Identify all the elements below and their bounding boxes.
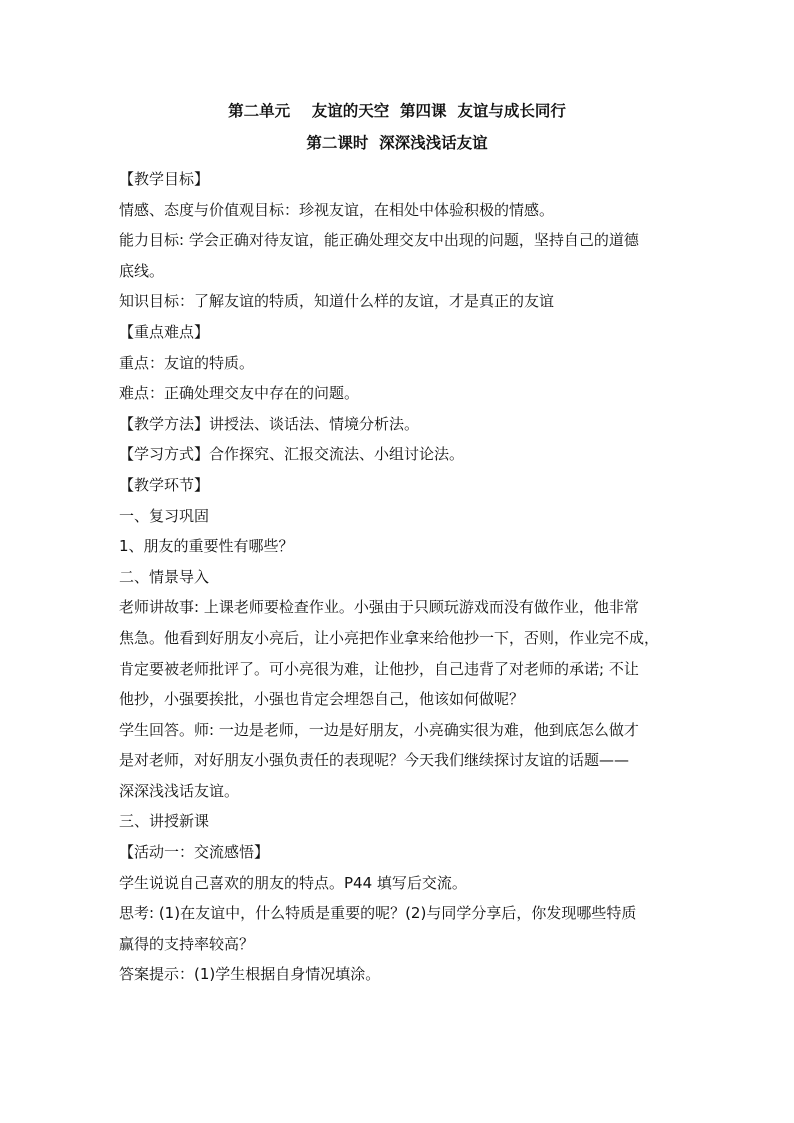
section-heading-teaching-steps: 【教学环节】 bbox=[119, 475, 210, 494]
answer-line2: 是对老师，对好朋友小强负责任的表现呢？今天我们继续探讨友谊的话题—— bbox=[119, 751, 630, 770]
learning-methods: 【学习方式】合作探究、汇报交流法、小组讨论法。 bbox=[119, 445, 465, 464]
goal-knowledge: 知识目标：了解友谊的特质，知道什么样的友谊，才是真正的友谊 bbox=[119, 292, 555, 311]
goal-ability-line2: 底线。 bbox=[119, 261, 165, 280]
story-line2: 焦急。他看到好朋友小亮后，让小亮把作业拿来给他抄一下，否则，作业完不成， bbox=[119, 628, 660, 647]
story-line3: 肯定要被老师批评了。可小亮很为难，让他抄，自己违背了对老师的承诺; 不让 bbox=[119, 659, 639, 678]
difficult-point: 难点：正确处理交友中存在的问题。 bbox=[119, 384, 360, 403]
thinking-question-line2: 赢得的支持率较高？ bbox=[119, 934, 255, 953]
unit-lesson-title: 第二单元 友谊的天空 第四课 友谊与成长同行 bbox=[228, 101, 566, 120]
answer-line1: 学生回答。师: 一边是老师，一边是好朋友，小亮确实很为难，他到底怎么做才 bbox=[119, 720, 639, 739]
review-question: 1、朋友的重要性有哪些？ bbox=[119, 537, 294, 556]
step-new-lesson-heading: 三、讲授新课 bbox=[119, 812, 210, 831]
document-body bbox=[119, 164, 689, 990]
section-heading-teaching-goals: 【教学目标】 bbox=[119, 170, 210, 188]
teaching-methods: 【教学方法】讲授法、谈话法、情境分析法。 bbox=[119, 414, 420, 433]
step-review-heading: 一、复习巩固 bbox=[119, 506, 210, 525]
story-line4: 他抄，小强要挨批，小强也肯定会埋怨自己，他该如何做呢？ bbox=[119, 690, 525, 709]
activity-one-heading: 【活动一：交流感悟】 bbox=[119, 843, 270, 862]
answer-hint: 答案提示：(1)学生根据自身情况填涂。 bbox=[119, 965, 381, 984]
activity-one-task: 学生说说自己喜欢的朋友的特点。P44 填写后交流。 bbox=[119, 873, 467, 892]
answer-line3: 深深浅浅话友谊。 bbox=[119, 781, 240, 800]
lesson-subtitle: 第二课时 深深浅浅话友谊 bbox=[306, 133, 488, 152]
goal-ability-line1: 能力目标: 学会正确对待友谊，能正确处理交友中出现的问题，坚持自己的道德 bbox=[119, 231, 639, 250]
thinking-question-line1: 思考: (1)在友谊中，什么特质是重要的呢？(2)与同学分享后，你发现哪些特质 bbox=[119, 904, 637, 923]
section-heading-key-difficult-points: 【重点难点】 bbox=[119, 322, 210, 341]
step-scenario-heading: 二、情景导入 bbox=[119, 567, 210, 586]
story-line1: 老师讲故事: 上课老师要检查作业。小强由于只顾玩游戏而没有做作业，他非常 bbox=[119, 598, 639, 617]
key-point: 重点：友谊的特质。 bbox=[119, 353, 255, 372]
goal-emotion: 情感、态度与价值观目标：珍视友谊，在相处中体验积极的情感。 bbox=[119, 200, 555, 219]
